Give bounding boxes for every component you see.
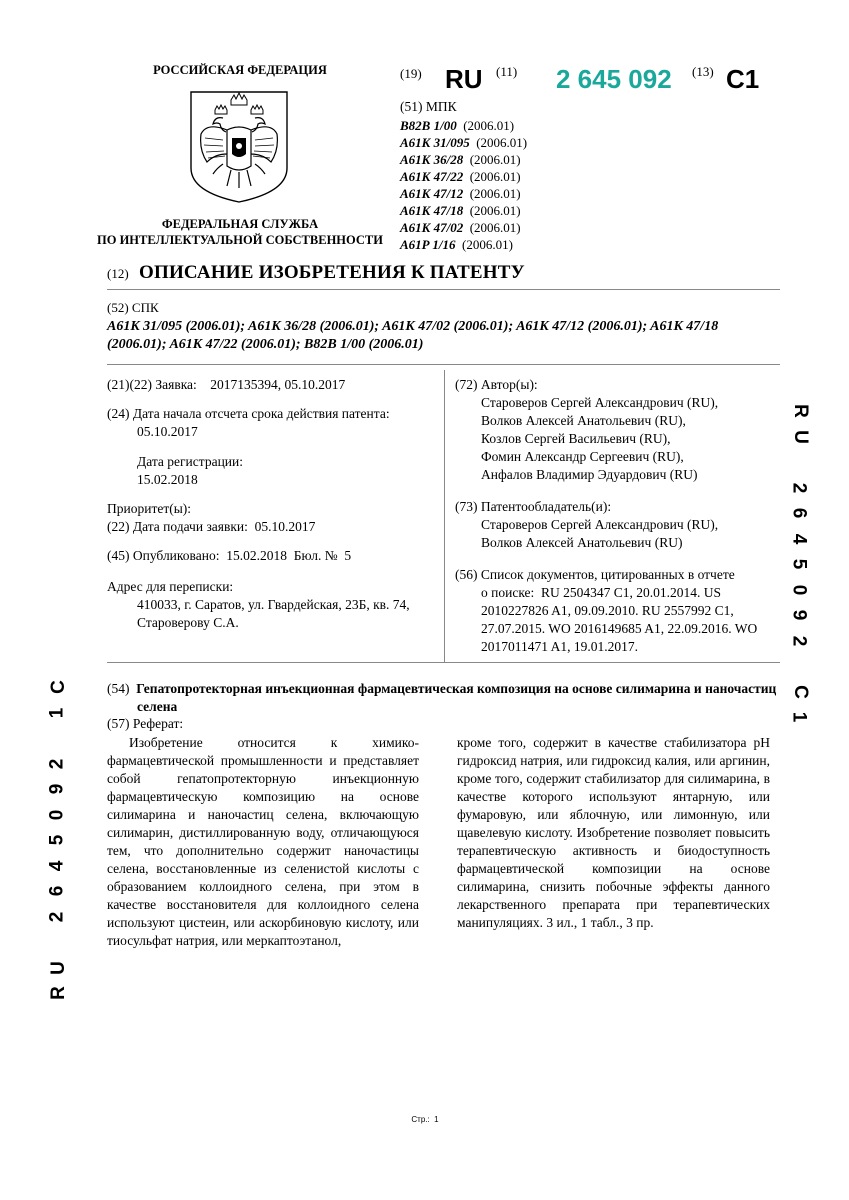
mpk-version: (2006.01) xyxy=(476,135,528,150)
term-start-field xyxy=(107,405,442,441)
filing-label: (22) Дата подачи заявки: xyxy=(107,519,248,534)
owners-list xyxy=(455,516,785,552)
registration-label: Дата регистрации: xyxy=(137,454,244,469)
side-label-char: 5 xyxy=(788,558,810,570)
side-label-char: 4 xyxy=(46,860,68,871)
publication-field xyxy=(107,547,442,565)
page-footer xyxy=(395,1115,455,1124)
bulletin-label: Бюл. № xyxy=(293,548,338,563)
page-number: 1 xyxy=(434,1115,439,1124)
side-label-char: 6 xyxy=(788,507,810,519)
column-divider xyxy=(444,370,445,662)
owner-name: Староверов Сергей Александрович (RU), xyxy=(481,517,719,532)
invention-title-line: Гепатопротекторная инъекционная фармацевтическая композиция на основе силимарина и наночастиц xyxy=(136,681,777,696)
cpc-line: A61K 31/095 (2006.01); A61K 36/28 (2006.01); A61K 47/02 (2006.01); A61K 47/12 (2006.01); A61K 47/18 xyxy=(107,319,719,334)
citations-label: (56) Список документов, цитированных в отчете xyxy=(455,567,735,582)
author-name: Козлов Сергей Васильевич (RU), xyxy=(481,431,671,446)
side-label-char: 9 xyxy=(788,609,810,621)
invention-title-line: селена xyxy=(137,699,178,714)
side-label-char: 4 xyxy=(788,533,810,544)
owner-name: Волков Алексей Анатольевич (RU) xyxy=(481,535,683,550)
address-line: 410033, г. Саратов, ул. Гвардейская, 23Б, кв. 74, xyxy=(137,597,410,612)
side-label-char: 5 xyxy=(46,834,68,846)
mpk-code: B82B 1/00 xyxy=(400,118,457,133)
mpk-row xyxy=(400,219,527,236)
application-value: 2017135394, 05.10.2017 xyxy=(210,377,346,392)
agency-line1: ФЕДЕРАЛЬНАЯ СЛУЖБА xyxy=(161,217,319,231)
priority-field xyxy=(107,500,442,536)
mpk-row xyxy=(400,236,527,253)
cpc-label: (52) СПК xyxy=(107,300,159,315)
registration-field xyxy=(107,453,442,489)
author-name: Староверов Сергей Александрович (RU), xyxy=(481,395,719,410)
mpk-code: A61K 47/22 xyxy=(400,169,464,184)
mpk-version: (2006.01) xyxy=(469,169,521,184)
application-label: (21)(22) Заявка: xyxy=(107,377,197,392)
mpk-version: (2006.01) xyxy=(463,118,515,133)
coat-of-arms-emblem xyxy=(187,88,291,204)
mpk-version: (2006.01) xyxy=(462,237,513,252)
double-headed-eagle-icon xyxy=(187,88,291,204)
country-name: РОССИЙСКАЯ ФЕДЕРАЦИЯ xyxy=(153,63,327,77)
filing-value: 05.10.2017 xyxy=(254,519,316,534)
mpk-row xyxy=(400,202,527,219)
address-field xyxy=(107,578,442,632)
side-label-char: 2 xyxy=(788,635,810,646)
mpk-code: A61K 47/12 xyxy=(400,186,464,201)
country-code: RU xyxy=(445,64,483,94)
citations-label-cont: о поиске: xyxy=(481,585,535,600)
authors-list xyxy=(455,394,785,484)
side-label-char: 2 xyxy=(46,758,68,769)
address-label: Адрес для переписки: xyxy=(107,579,234,594)
citation-line: 2010227826 A1, 09.09.2010. RU 2557992 C1, xyxy=(481,603,734,618)
cpc-codes xyxy=(107,318,787,354)
abstract-label: (57) Реферат: xyxy=(107,716,184,731)
mpk-version: (2006.01) xyxy=(469,203,521,218)
page-label: Стр.: xyxy=(411,1115,430,1124)
mpk-code: A61P 1/16 xyxy=(400,237,456,252)
patent-number: 2 645 092 xyxy=(556,64,672,94)
side-label-char: R xyxy=(789,404,811,418)
divider xyxy=(107,289,780,290)
side-label-char: 2 xyxy=(788,482,810,493)
side-label-char: 1 xyxy=(46,707,68,718)
application-field xyxy=(107,376,442,394)
side-label-char: 0 xyxy=(46,809,68,820)
side-label-char: 6 xyxy=(46,885,68,897)
owners-block xyxy=(455,498,785,552)
filing-date xyxy=(107,518,442,536)
author-name: Фомин Александр Сергеевич (RU), xyxy=(481,449,684,464)
side-label-char: 1 xyxy=(788,711,810,723)
agency-line2: ПО ИНТЕЛЛЕКТУАЛЬНОЙ СОБСТВЕННОСТИ xyxy=(97,233,383,247)
citation-line: 27.07.2015. WO 2016149685 A1, 22.09.2016. WO xyxy=(481,621,758,636)
kind-code: C1 xyxy=(726,64,760,94)
mpk-row xyxy=(400,151,527,168)
mpk-code: A61K 47/18 xyxy=(400,203,464,218)
authors-label: (72) Автор(ы): xyxy=(455,377,538,392)
publication-label: (45) Опубликовано: xyxy=(107,548,220,563)
author-name: Анфалов Владимир Эдуардович (RU) xyxy=(481,467,698,482)
mpk-label: (51) МПК xyxy=(400,99,457,114)
citation-line: RU 2504347 C1, 20.01.2014. US xyxy=(541,585,722,600)
citations-text xyxy=(455,584,785,656)
agency-name xyxy=(80,216,400,248)
mpk-row xyxy=(400,185,527,202)
mpk-row xyxy=(400,134,527,151)
cpc-line: (2006.01); A61K 47/22 (2006.01); B82B 1/00 (2006.01) xyxy=(107,337,424,352)
authors-block xyxy=(455,376,785,484)
side-label-char: 0 xyxy=(788,584,810,595)
registration-value: 15.02.2018 xyxy=(137,472,198,487)
side-label-char: U xyxy=(47,960,69,975)
term-start-value: 05.10.2017 xyxy=(137,424,198,439)
mpk-code: A61K 47/02 xyxy=(400,220,464,235)
mpk-row xyxy=(400,117,527,134)
mpk-version: (2006.01) xyxy=(469,220,521,235)
mpk-version: (2006.01) xyxy=(469,152,521,167)
invention-title-code: (54) xyxy=(107,681,130,696)
side-label-char: R xyxy=(47,986,69,1000)
document-title: ОПИСАНИЕ ИЗОБРЕТЕНИЯ К ПАТЕНТУ xyxy=(139,262,525,283)
bulletin-value: 5 xyxy=(344,548,352,563)
mpk-row xyxy=(400,168,527,185)
abstract-text-left: Изобретение относится к химико-фармацевтической промышленности и представляет собой гепатопротекторную инъекционную фармацевтическую композицию на основе силимарина и наночастиц селена, включающую силимарин, дистиллированную воду, отличающуюся тем, что дополнительно содержит наночастицы селена, восстановленные из селенистой кислоты с образованием коллоидного селена, при этом в качестве восстановителя для коллоидного селена используют цистеин, или аскорбиновую кислоту, или тиосульфат натрия, или меркаптоэтанол, xyxy=(107,735,419,948)
title-code: (12) xyxy=(107,266,129,281)
side-label-char: 9 xyxy=(46,783,68,795)
code-19: (19) xyxy=(400,66,422,81)
mpk-list xyxy=(400,117,527,253)
address-line: Староверову С.А. xyxy=(137,615,239,630)
term-start-label: (24) Дата начала отсчета срока действия патента: xyxy=(107,406,390,421)
divider xyxy=(107,364,780,365)
citation-line: 2017011471 A1, 19.01.2017. xyxy=(481,639,639,654)
code-13: (13) xyxy=(692,64,714,79)
side-label-char: C xyxy=(47,680,69,694)
abstract-text-right: кроме того, содержит в качестве стабилизатора pH гидроксид натрия, или гидроксид калия, или аргинин, кроме того, содержит стабилизатор для силимарина, в качестве которого используют янтарную, или фумаровую, или яблочную, или лимонную, или щавелевую кислоту. Изобретение позволяет повысить терапевтическую активность и биодоступность фармацевтической композиции на основе силимарина, снизить побочные эффекты данного лекарственного препарата при терапевтических манипуляциях. 3 ил., 1 табл., 3 пр. xyxy=(457,735,770,930)
side-label-char: C xyxy=(789,684,811,699)
mpk-code: A61K 36/28 xyxy=(400,152,464,167)
mpk-code: A61K 31/095 xyxy=(400,135,470,150)
invention-title xyxy=(107,680,787,716)
mpk-version: (2006.01) xyxy=(469,186,521,201)
side-label-char: U xyxy=(789,429,811,444)
publication-value: 15.02.2018 xyxy=(226,548,287,563)
author-name: Волков Алексей Анатольевич (RU), xyxy=(481,413,686,428)
priority-label: Приоритет(ы): xyxy=(107,501,192,516)
divider xyxy=(107,662,780,663)
owners-label: (73) Патентообладатель(и): xyxy=(455,499,612,514)
citations-block xyxy=(455,566,785,656)
code-11: (11) xyxy=(496,64,518,79)
side-label-char: 2 xyxy=(46,911,68,922)
